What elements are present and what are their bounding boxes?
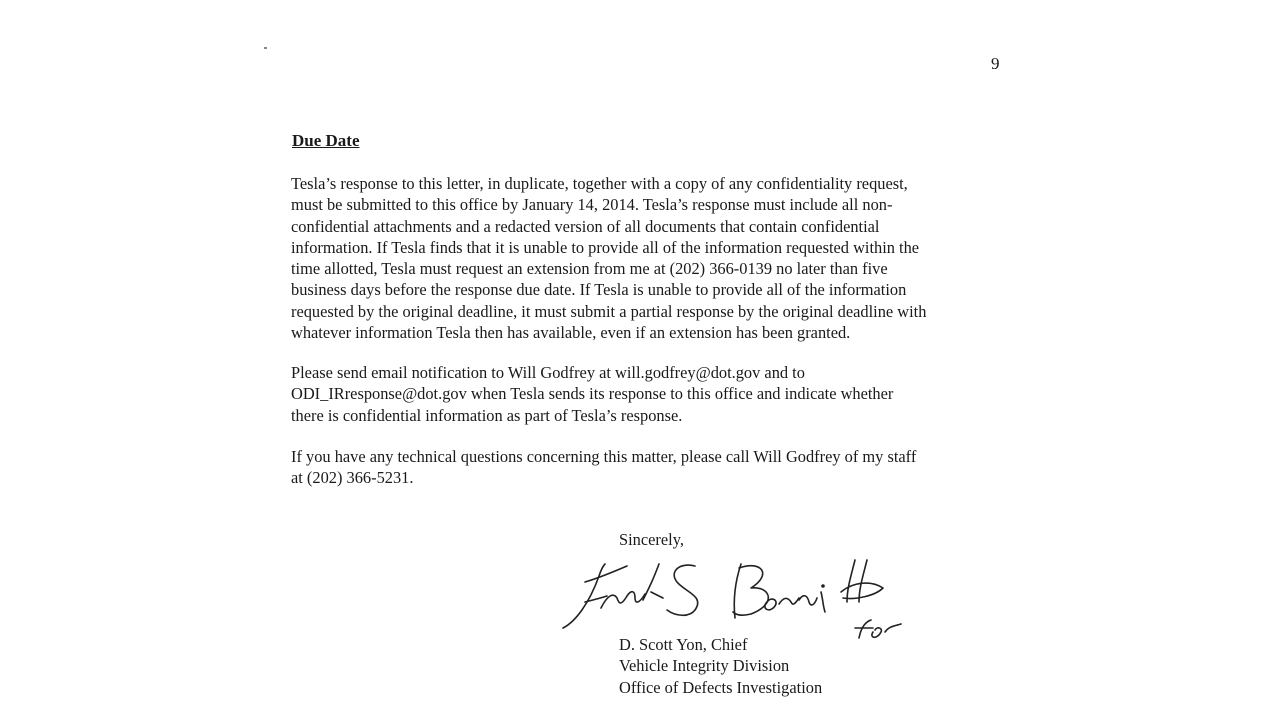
paragraph-line: at (202) 366-5231. <box>291 468 414 488</box>
signer-office: Office of Defects Investigation <box>619 677 823 697</box>
paragraph-line: Please send email notification to Will Godfrey at will.godfrey@dot.gov and to <box>291 363 805 382</box>
handwritten-signature <box>555 552 915 644</box>
technical-questions-paragraph <box>291 446 916 489</box>
paragraph-line: requested by the original deadline, it must submit a partial response by the original deadline with <box>291 301 927 321</box>
scan-speck <box>264 47 267 49</box>
paragraph-line: time allotted, Tesla must request an extension from me at (202) 366-0139 no later than five <box>291 259 888 279</box>
paragraph-line: whatever information Tesla then has available, even if an extension has been granted. <box>291 323 851 343</box>
paragraph-line: information. If Tesla finds that it is unable to provide all of the information requested within the <box>291 237 920 257</box>
paragraph-line: Tesla’s response to this letter, in duplicate, together with a copy of any confidentiality request, <box>291 174 908 193</box>
signer-division: Vehicle Integrity Division <box>619 656 790 676</box>
page-number: 9 <box>991 54 1000 73</box>
paragraph-line: business days before the response due date. If Tesla is unable to provide all of the information <box>291 280 907 300</box>
signer-block <box>619 634 822 698</box>
signer-name-title: D. Scott Yon, Chief <box>619 635 748 654</box>
email-notification-paragraph <box>291 362 893 426</box>
paragraph-line: there is confidential information as part of Tesla’s response. <box>291 405 683 425</box>
due-date-paragraph <box>291 173 926 343</box>
paragraph-line: If you have any technical questions concerning this matter, please call Will Godfrey of my staff <box>291 447 917 466</box>
paragraph-line: confidential attachments and a redacted version of all documents that contain confidential <box>291 216 880 236</box>
paragraph-line: must be submitted to this office by January 14, 2014. Tesla’s response must include all non- <box>291 195 893 215</box>
section-heading: Due Date <box>292 131 360 150</box>
closing-salutation: Sincerely, <box>619 530 684 549</box>
paragraph-line: ODI_IRresponse@dot.gov when Tesla sends its response to this office and indicate whether <box>291 384 894 404</box>
